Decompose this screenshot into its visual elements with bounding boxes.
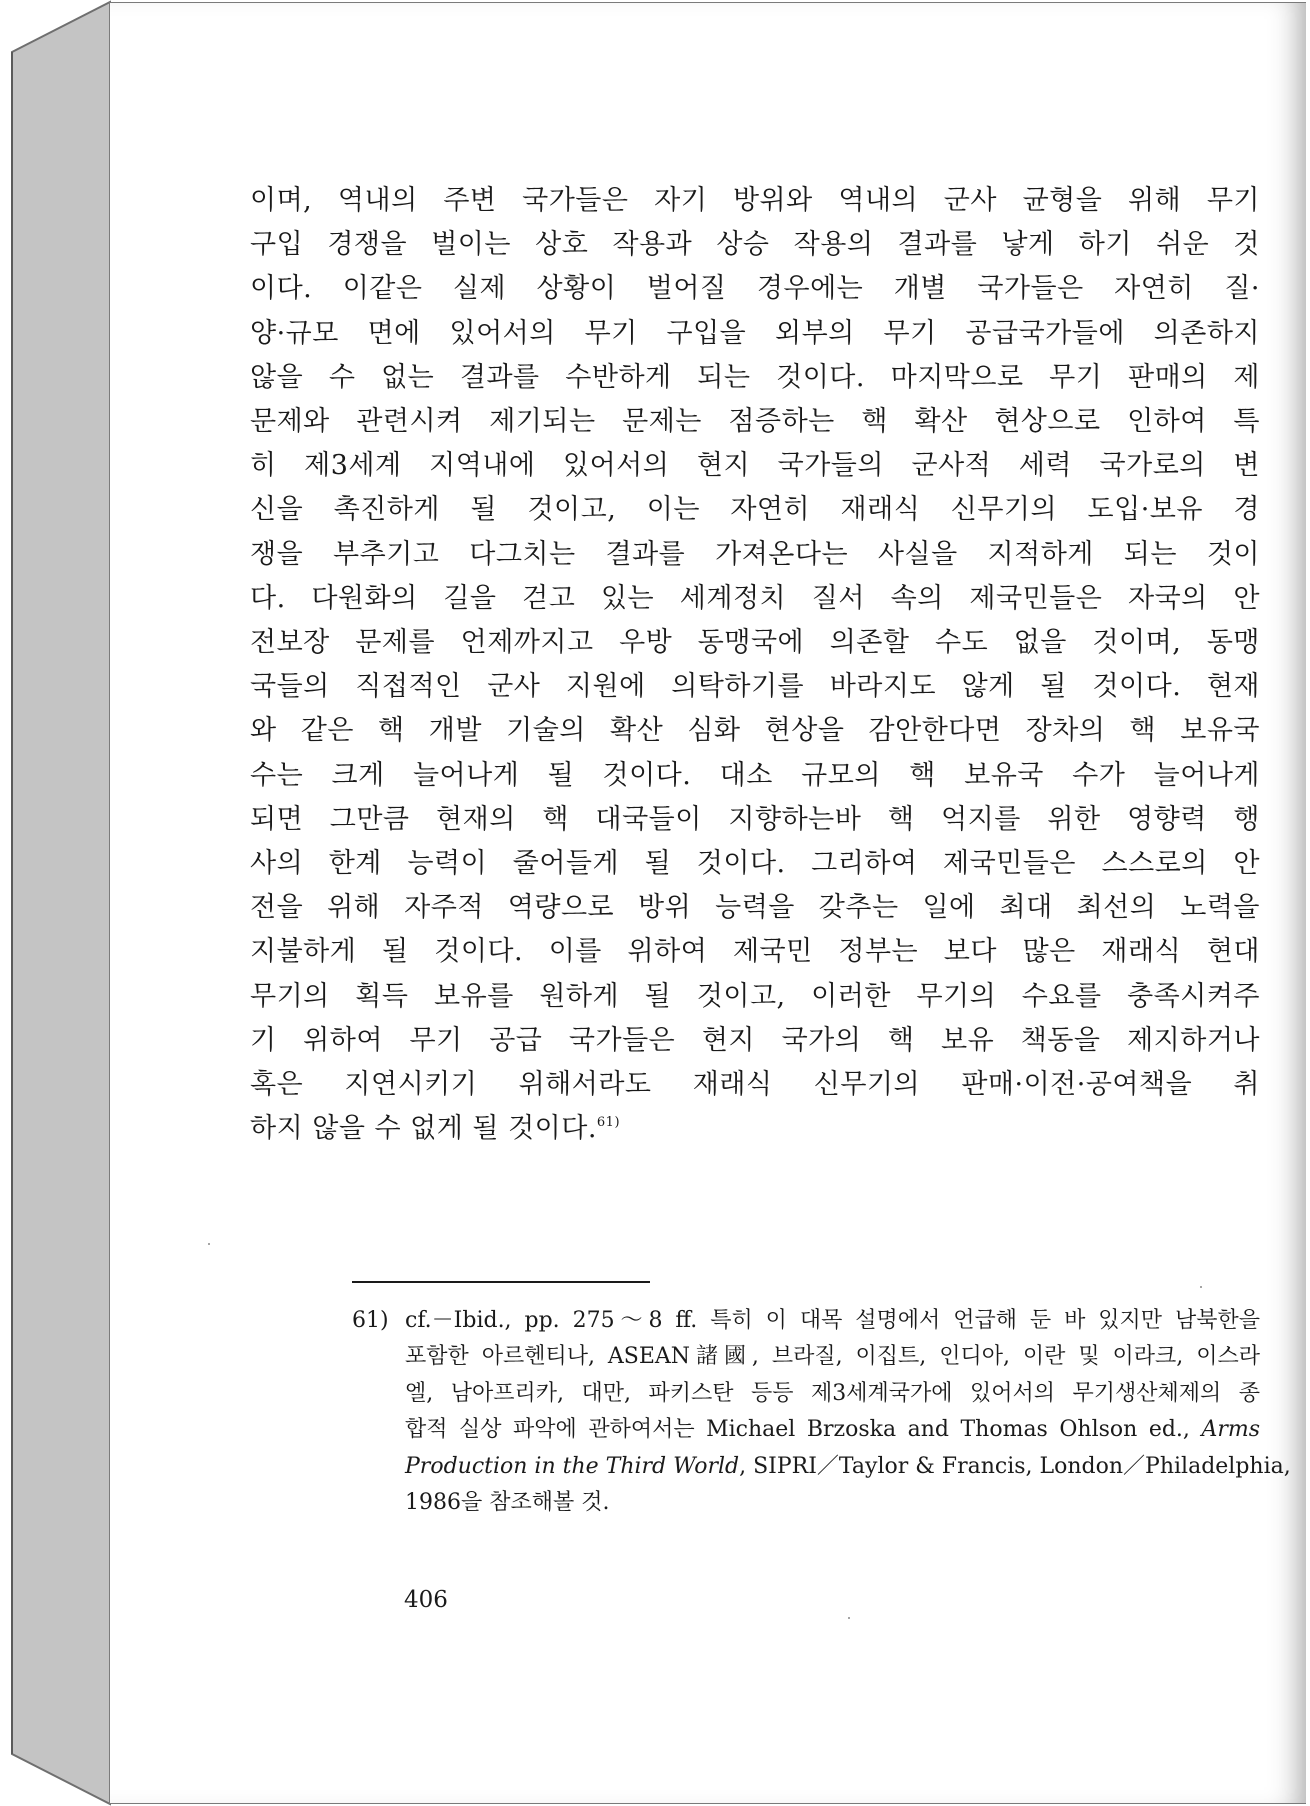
footnote-line: [405, 1412, 1260, 1448]
book-title-part: Production in the Third World: [405, 1453, 740, 1479]
body-line: 사의 한계 능력이 줄어들게 될 것이다. 그리하여 제국민들은 스스로의 안: [250, 848, 1260, 880]
scan-speck: [1200, 1286, 1202, 1288]
footnote-61: [352, 1303, 1291, 1521]
body-line: 지불하게 될 것이다. 이를 위하여 제국민 정부는 보다 많은 재래식 현대: [250, 936, 1260, 968]
body-line: 수는 크게 늘어나게 될 것이다. 대소 규모의 핵 보유국 수가 늘어나게: [250, 759, 1260, 791]
publisher-info: , SIPRI／Taylor & Francis, London／Philadelphia,: [739, 1453, 1291, 1479]
scan-speck: [208, 1243, 210, 1245]
body-line-last: [250, 1107, 1260, 1151]
body-line: 다. 다원화의 길을 걷고 있는 세계정치 질서 속의 제국민들은 자국의 안: [250, 582, 1260, 614]
body-line: 되면 그만큼 현재의 핵 대국들이 지향하는바 핵 억지를 위한 영향력 행: [250, 803, 1260, 835]
footnote-line: 포함한 아르헨티나, ASEAN諸國, 브라질, 이집트, 인디아, 이란 및 이라크, 이스라: [405, 1344, 1260, 1370]
footnote-line: cf.－Ibid., pp. 275～8 ff. 특히 이 대목 설명에서 언급해 둔 바 있지만 남북한을: [405, 1308, 1260, 1333]
scan-speck: [848, 1617, 850, 1619]
body-line: 와 같은 핵 개발 기술의 확산 심화 현상을 감안한다면 장차의 핵 보유국: [250, 715, 1260, 747]
body-line: 국들의 직접적인 군사 지원에 의탁하기를 바라지도 않게 될 것이다. 현재: [250, 671, 1260, 703]
body-line: 양·규모 면에 있어서의 무기 구입을 외부의 무기 공급국가들에 의존하지: [250, 317, 1260, 349]
page-number: 406: [404, 1587, 448, 1613]
footnote-line-text: 합적 실상 파악에 관하여서는 Michael Brzoska and Thomas Ohlson ed.,: [405, 1417, 1190, 1443]
body-line: 전을 위해 자주적 역량으로 방위 능력을 갖추는 일에 최대 최선의 노력을: [250, 892, 1260, 924]
body-line: 기 위하여 무기 공급 국가들은 현지 국가의 핵 보유 책동을 제지하거나: [250, 1024, 1260, 1056]
body-line: 이다. 이같은 실제 상황이 벌어질 경우에는 개별 국가들은 자연히 질·: [250, 273, 1260, 305]
body-line: 않을 수 없는 결과를 수반하게 되는 것이다. 마지막으로 무기 판매의 제: [250, 361, 1260, 393]
body-line: 신을 촉진하게 될 것이고, 이는 자연히 재래식 신무기의 도입·보유 경: [250, 494, 1260, 526]
body-line-text: 하지 않을 수 없게 될 것이다.: [250, 1113, 597, 1145]
body-line: 구입 경쟁을 벌이는 상호 작용과 상승 작용의 결과를 낳게 하기 쉬운 것: [250, 229, 1260, 261]
footnote-number: 61): [352, 1308, 389, 1333]
body-line: 혹은 지연시키기 위해서라도 재래식 신무기의 판매·이전·공여책을 취: [250, 1069, 1260, 1101]
footnote-line: [405, 1449, 1291, 1485]
body-line: 문제와 관련시켜 제기되는 문제는 점증하는 핵 확산 현상으로 인하여 특: [250, 406, 1260, 438]
body-line: 이며, 역내의 주변 국가들은 자기 방위와 역내의 군사 균형을 위해 무기: [250, 185, 1260, 216]
book-title-part: Arms: [1201, 1417, 1261, 1443]
body-line: 전보장 문제를 언제까지고 우방 동맹국에 의존할 수도 없을 것이며, 동맹: [250, 627, 1260, 659]
footnote-line: 엘, 남아프리카, 대만, 파키스탄 등등 제3세계국가에 있어서의 무기생산체제의 종: [405, 1380, 1260, 1406]
footnote-body: [405, 1303, 1291, 1521]
footnote-divider: [352, 1281, 650, 1283]
footnote-reference[interactable]: 61): [596, 1115, 621, 1131]
footnote-line: 1986을 참조해볼 것.: [405, 1490, 610, 1516]
book-page: [110, 2, 1306, 1804]
body-line: 무기의 획득 보유를 원하게 될 것이고, 이러한 무기의 수요를 충족시켜주: [250, 980, 1260, 1012]
body-paragraph: [250, 179, 1260, 1151]
body-line: 쟁을 부추기고 다그치는 결과를 가져온다는 사실을 지적하게 되는 것이: [250, 538, 1260, 570]
body-line: 히 제3세계 지역내에 있어서의 현지 국가들의 군사적 세력 국가로의 변: [250, 450, 1260, 482]
